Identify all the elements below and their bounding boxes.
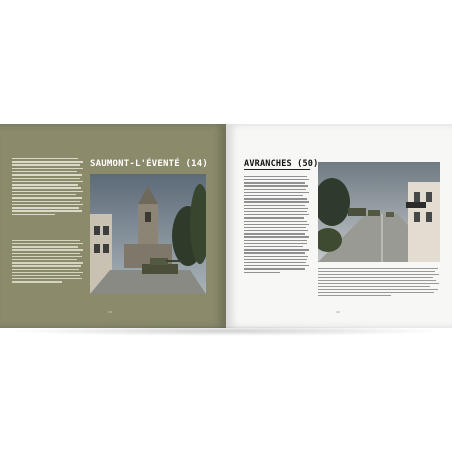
right-page <box>226 124 452 328</box>
right-column-text-block <box>244 174 310 294</box>
left-photo-caption <box>12 238 84 310</box>
right-page-title: AVRANCHES (50) <box>244 159 319 169</box>
left-page-number: 18 <box>108 310 112 314</box>
left-intro-text-block <box>12 156 84 236</box>
right-page-number: 19 <box>336 310 340 314</box>
left-page-photo <box>90 174 206 294</box>
right-title-underline <box>244 169 310 170</box>
right-page-photo <box>318 162 440 262</box>
right-photo-caption <box>318 266 440 306</box>
book-shadow <box>6 326 446 336</box>
left-page-title: SAUMONT-L'ÉVENTÉ (14) <box>90 159 208 169</box>
book-spread <box>0 124 452 328</box>
left-page <box>0 124 226 328</box>
